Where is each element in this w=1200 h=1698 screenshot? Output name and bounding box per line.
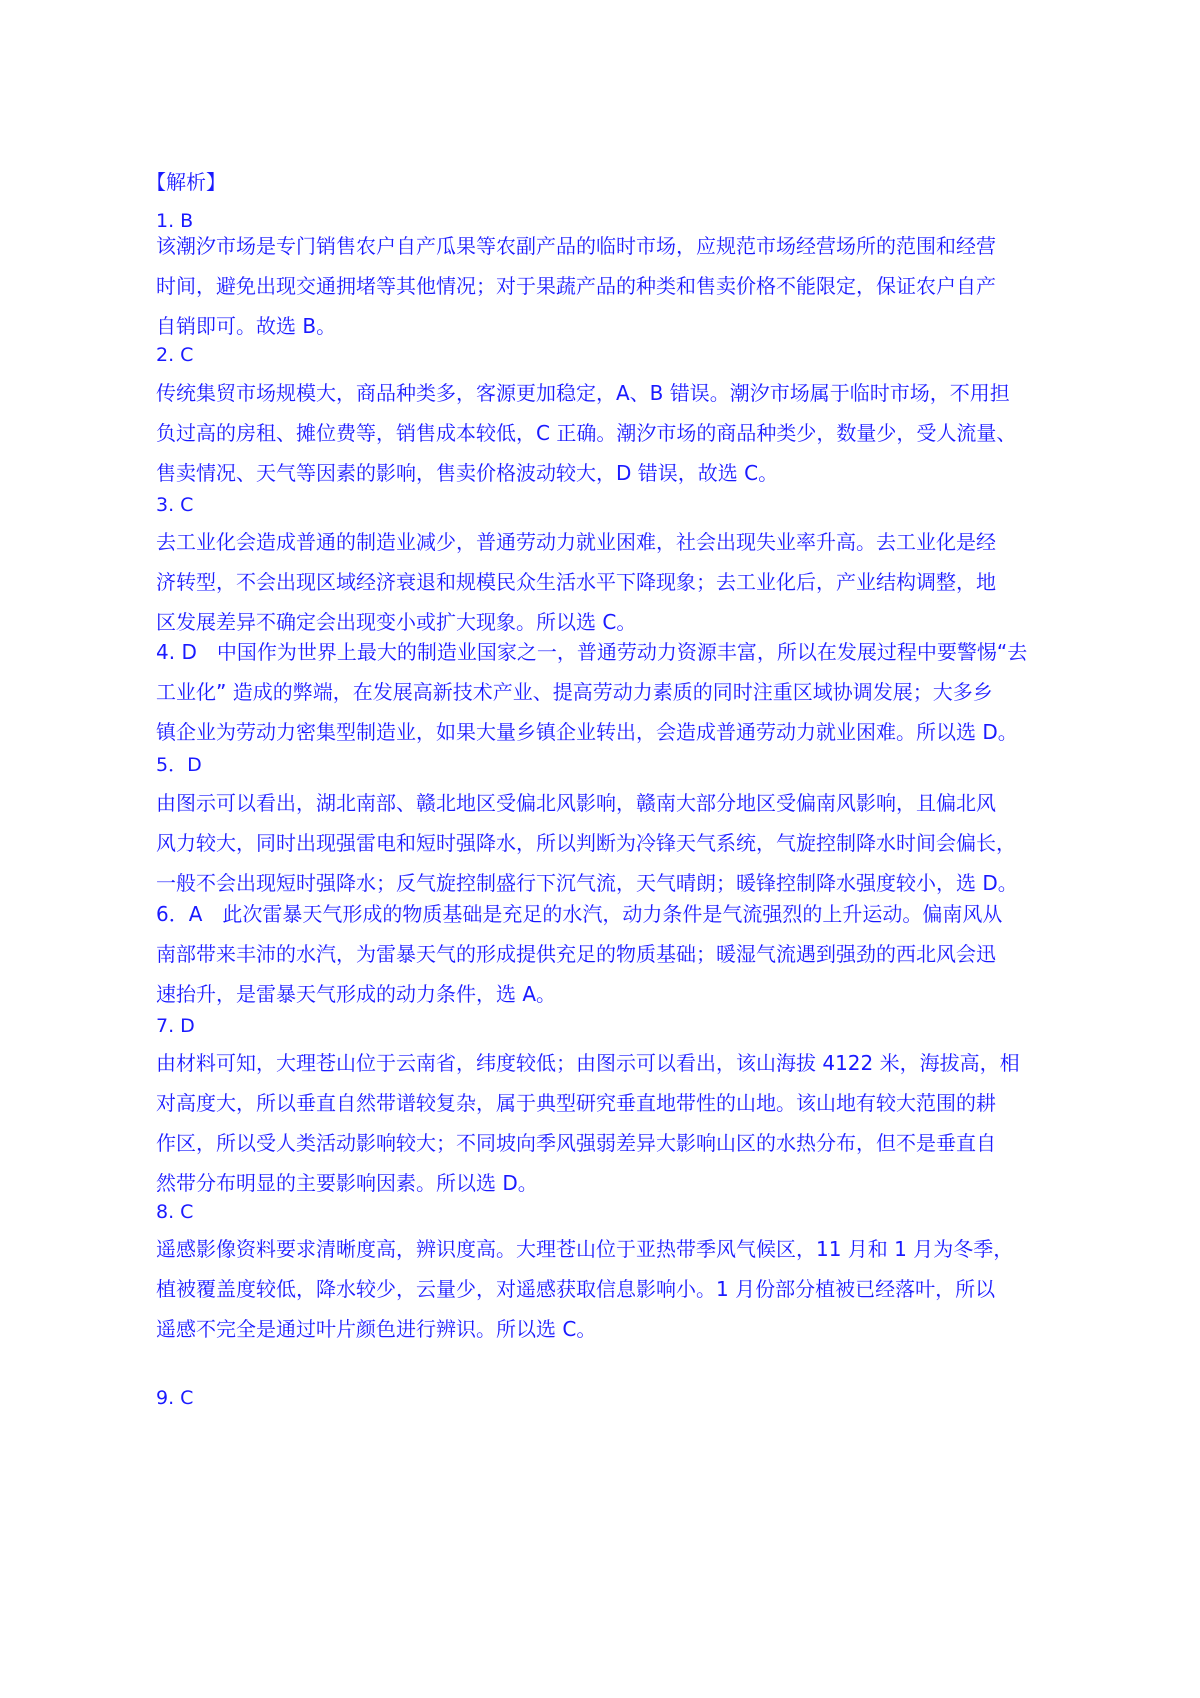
explanation-line: 一般不会出现短时强降水；反气旋控制盛行下沉气流，天气晴朗；暖锋控制降水强度较小，选 D。 [156, 871, 1018, 895]
section-heading: 【解析】 [146, 170, 226, 194]
explanation-line: 作区，所以受人类活动影响较大；不同坡向季风强弱差异大影响山区的水热分布，但不是垂直自 [156, 1131, 996, 1155]
explanation-line: 风力较大，同时出现强雷电和短时强降水，所以判断为冷锋天气系统，气旋控制降水时间会偏长， [156, 831, 1016, 855]
explanation-line: 自销即可。故选 B。 [156, 314, 337, 338]
explanation-line: 镇企业为劳动力密集型制造业，如果大量乡镇企业转出，会造成普通劳动力就业困难。所以选 D。 [156, 720, 1018, 744]
explanation-line: 由图示可以看出，湖北南部、赣北地区受偏北风影响，赣南大部分地区受偏南风影响，且偏北风 [156, 791, 996, 815]
explanation-line: 负过高的房租、摊位费等，销售成本较低，C 正确。潮汐市场的商品种类少，数量少，受人流量、 [156, 421, 1017, 445]
explanation-7 [156, 1043, 1056, 1203]
explanation-line: 遥感影像资料要求清晰度高，辨识度高。大理苍山位于亚热带季风气候区，11 月和 1 月为冬季， [156, 1237, 1014, 1261]
explanation-line: 去工业化会造成普通的制造业减少，普通劳动力就业困难，社会出现失业率升高。去工业化是经 [156, 530, 996, 554]
explanation-5 [156, 783, 1056, 903]
answer-label-1: 1. B [156, 210, 194, 232]
explanation-2 [156, 373, 1056, 493]
explanation-line: 济转型，不会出现区域经济衰退和规模民众生活水平下降现象；去工业化后，产业结构调整，地 [156, 570, 996, 594]
explanation-line: 该潮汐市场是专门销售农户自产瓜果等农副产品的临时市场，应规范市场经营场所的范围和经营 [156, 234, 996, 258]
explanation-8 [156, 1229, 1056, 1349]
answer-label-8: 8. C [156, 1201, 194, 1223]
explanation-line: 工业化” 造成的弊端，在发展高新技术产业、提高劳动力素质的同时注重区域协调发展；大多乡 [156, 680, 993, 704]
explanation-line: 6．A 此次雷暴天气形成的物质基础是充足的水汽，动力条件是气流强烈的上升运动。偏南风从 [156, 902, 1003, 926]
explanation-6 [156, 894, 1056, 1014]
explanation-line: 由材料可知，大理苍山位于云南省，纬度较低；由图示可以看出，该山海拔 4122 米，海拔高，相 [156, 1051, 1020, 1075]
explanation-4 [156, 632, 1056, 752]
answer-label-5: 5．D [156, 754, 202, 776]
explanation-line: 传统集贸市场规模大，商品种类多，客源更加稳定，A、B 错误。潮汐市场属于临时市场，不用担 [156, 381, 1010, 405]
explanation-line: 然带分布明显的主要影响因素。所以选 D。 [156, 1171, 538, 1195]
answer-label-9: 9. C [156, 1387, 194, 1409]
answer-label-7: 7. D [156, 1015, 195, 1037]
explanation-line: 植被覆盖度较低，降水较少，云量少，对遥感获取信息影响小。1 月份部分植被已经落叶，所以 [156, 1277, 996, 1301]
explanation-line: 南部带来丰沛的水汽，为雷暴天气的形成提供充足的物质基础；暖湿气流遇到强劲的西北风会迅 [156, 942, 996, 966]
answer-label-2: 2. C [156, 344, 194, 366]
explanation-1 [156, 226, 1056, 346]
explanation-line: 对高度大，所以垂直自然带谱较复杂，属于典型研究垂直地带性的山地。该山地有较大范围的耕 [156, 1091, 996, 1115]
explanation-line: 售卖情况、天气等因素的影响，售卖价格波动较大，D 错误，故选 C。 [156, 461, 779, 485]
explanation-line: 遥感不完全是通过叶片颜色进行辨识。所以选 C。 [156, 1317, 597, 1341]
answer-label-3: 3. C [156, 494, 194, 516]
explanation-3 [156, 522, 1056, 642]
explanation-line: 4. D 中国作为世界上最大的制造业国家之一，普通劳动力资源丰富，所以在发展过程中要警惕“去 [156, 640, 1028, 664]
explanation-line: 速抬升，是雷暴天气形成的动力条件，选 A。 [156, 982, 557, 1006]
explanation-line: 区发展差异不确定会出现变小或扩大现象。所以选 C。 [156, 610, 637, 634]
explanation-line: 时间，避免出现交通拥堵等其他情况；对于果蔬产品的种类和售卖价格不能限定，保证农户自产 [156, 274, 996, 298]
